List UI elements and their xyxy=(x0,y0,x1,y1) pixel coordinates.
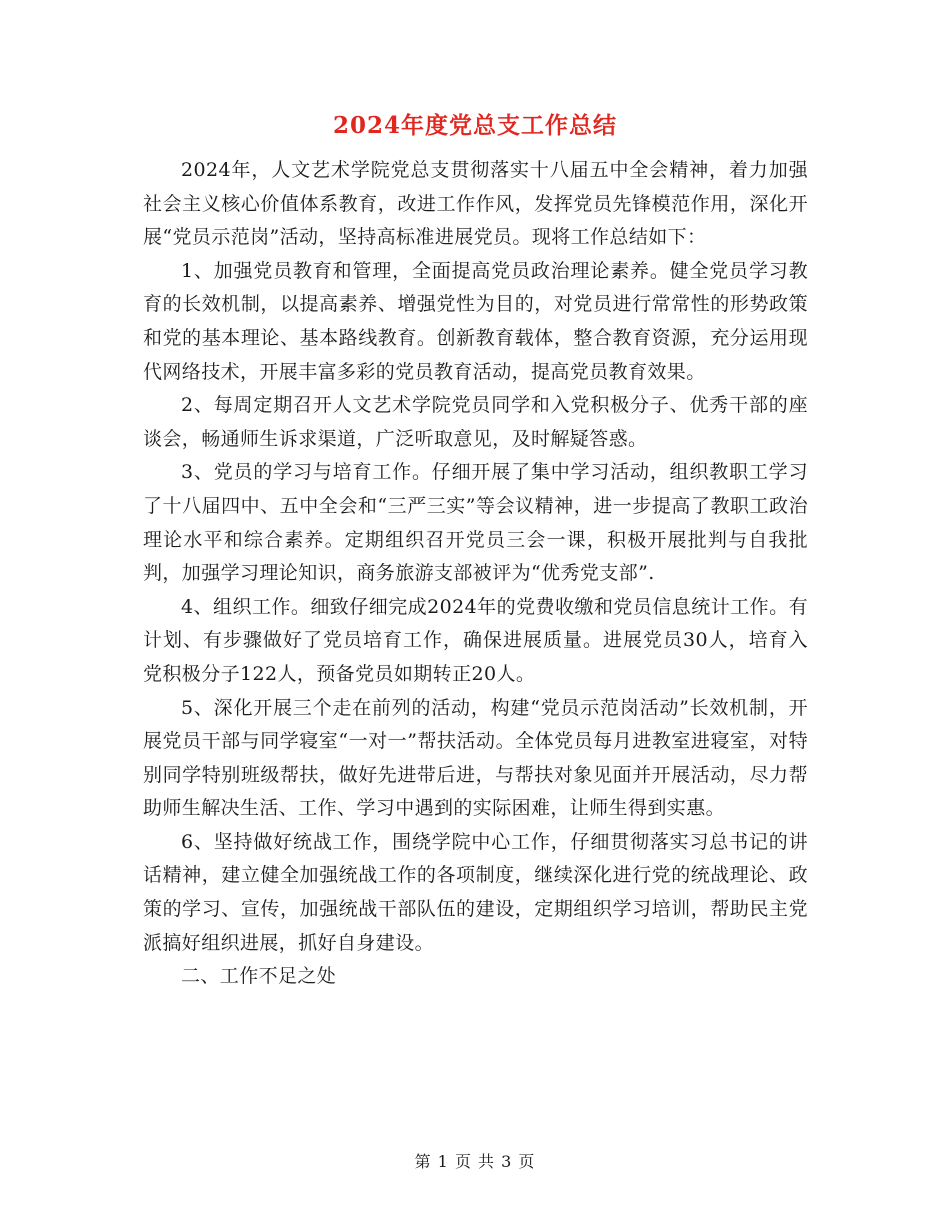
paragraph-item-5: 5、深化开展三个走在前列的活动，构建“党员示范岗活动”长效机制，开展党员干部与同学寝室“一对一”帮扶活动。全体党员每月进教室进寝室，对特别同学特别班级帮扶，做好先进带后进，与帮扶对象见面并开展活动，尽力帮助师生解决生活、工作、学习中遇到的实际困难，让师生得到实惠。 xyxy=(143,696,808,820)
paragraph-item-1: 1、加强党员教育和管理，全面提高党员政治理论素养。健全党员学习教育的长效机制，以提高素养、增强党性为目的，对党员进行常常性的形势政策和党的基本理论、基本路线教育。创新教育载体，整合教育资源，充分运用现代网络技术，开展丰富多彩的党员教育活动，提高党员教育效果。 xyxy=(143,259,808,383)
document-title: 2024年度党总支工作总结 xyxy=(332,112,617,139)
document-body xyxy=(143,154,808,994)
paragraph-item-4: 4、组织工作。细致仔细完成2024年的党费收缴和党员信息统计工作。有计划、有步骤做好了党员培育工作，确保进展质量。进展党员30人，培育入党积极分子122人，预备党员如期转正20人。 xyxy=(143,595,808,685)
paragraph-item-3: 3、党员的学习与培育工作。仔细开展了集中学习活动，组织教职工学习了十八届四中、五中全会和“三严三实”等会议精神，进一步提高了教职工政治理论水平和综合素养。定期组织召开党员三会一课，积极开展批判与自我批判，加强学习理论知识，商务旅游支部被评为“优秀党支部”. xyxy=(143,461,808,585)
paragraph-item-2: 2、每周定期召开人文艺术学院党员同学和入党积极分子、优秀干部的座谈会，畅通师生诉求渠道，广泛听取意见，及时解疑答惑。 xyxy=(143,394,808,450)
paragraph-item-6: 6、坚持做好统战工作，围绕学院中心工作，仔细贯彻落实习总书记的讲话精神，建立健全加强统战工作的各项制度，继续深化进行党的统战理论、政策的学习、宣传，加强统战干部队伍的建设，定期组织学习培训，帮助民主党派搞好组织进展，抓好自身建设。 xyxy=(143,830,808,954)
section-heading-shortcomings: 二、工作不足之处 xyxy=(181,965,337,988)
page-number-footer: 第 1 页 共 3 页 xyxy=(414,1152,536,1171)
paragraph-intro: 2024年，人文艺术学院党总支贯彻落实十八届五中全会精神，着力加强社会主义核心价值体系教育，改进工作作风，发挥党员先锋模范作用，深化开展“党员示范岗”活动，坚持高标准进展党员。现将工作总结如下： xyxy=(143,159,808,249)
